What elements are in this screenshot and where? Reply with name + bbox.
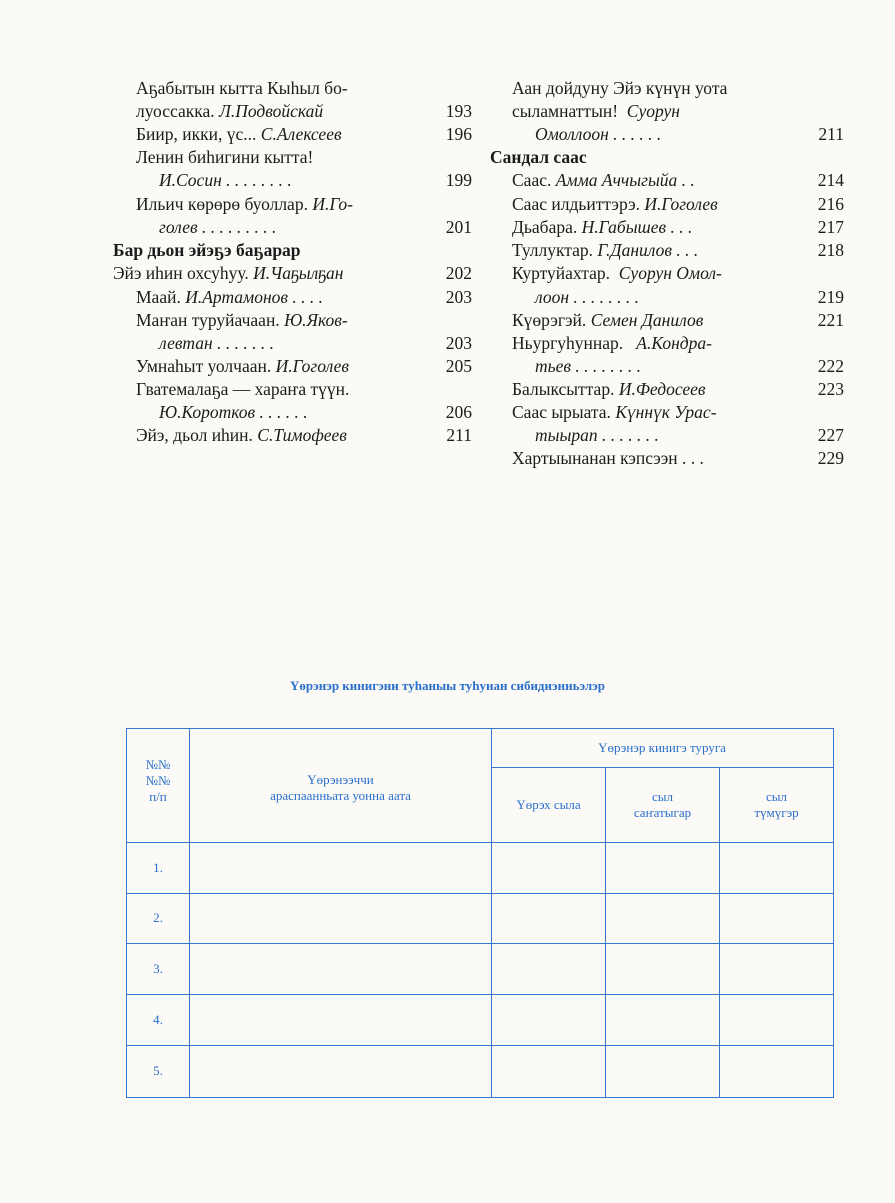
toc-page-number: 214: [817, 170, 844, 190]
toc-page-number: 206: [445, 402, 472, 422]
table-divider: [126, 893, 833, 894]
toc-entry: И.Сосин . . . . . . . .: [159, 170, 292, 190]
toc-entry: Балыксыттар. И.Федосеев: [512, 379, 706, 399]
table-divider: [126, 1045, 833, 1046]
table-divider: [126, 943, 833, 944]
toc-entry: Туллуктар. Г.Данилов . . .: [512, 240, 699, 260]
header-study-year: Үөрэх сыла: [516, 797, 581, 812]
toc-entry: Ньургуһуннар. А.Кондра-: [512, 333, 712, 353]
toc-entry: луоссакка. Л.Подвойскай: [136, 101, 324, 121]
toc-page-number: 221: [817, 310, 844, 330]
toc-entry: Ю.Коротков . . . . . .: [159, 402, 308, 422]
toc-entry: Омоллоон . . . . . .: [535, 124, 662, 144]
table-divider: [719, 767, 720, 1097]
toc-page-number: 193: [445, 101, 472, 121]
row-number: 2.: [153, 910, 163, 925]
toc-page-number: 218: [817, 240, 844, 260]
toc-entry: Саас. Амма Аччыгыйа . .: [512, 170, 695, 190]
toc-entry: Ленин биһигини кытта!: [136, 147, 314, 167]
header-book-condition: Үөрэнэр кинигэ туруга: [598, 740, 726, 755]
header-student: Үөрэнээччи араспаанньата уонна аата: [270, 772, 411, 803]
row-number: 5.: [153, 1063, 163, 1078]
toc-page-number: 223: [817, 379, 844, 399]
toc-entry: Аан дойдуну Эйэ күнүн уота: [512, 78, 728, 98]
header-year-start: сыл саҥатыгар: [633, 789, 692, 820]
toc-entry: Ильич көрөрө буоллар. И.Го-: [136, 194, 353, 214]
toc-entry: Дьабара. Н.Габышев . . .: [512, 217, 693, 237]
toc-entry: Эйэ иһин охсуһуу. И.Чаҕылҕан: [113, 263, 344, 283]
toc-entry: Эйэ, дьол иһин. С.Тимофеев: [136, 425, 347, 445]
toc-entry: сыламнаттын! Суорун: [512, 101, 680, 121]
toc-entry: Маҥан туруйачаан. Ю.Яков-: [136, 310, 348, 330]
toc-entry: тьев . . . . . . . .: [535, 356, 641, 376]
table-divider: [126, 994, 833, 995]
toc-page-number: 219: [817, 287, 844, 307]
toc-entry: левтан . . . . . . .: [159, 333, 274, 353]
table-divider: [189, 728, 190, 1097]
toc-entry: Куртуйахтар. Суорун Омол-: [512, 263, 722, 283]
toc-page-number: 211: [446, 425, 472, 445]
table-divider: [491, 728, 492, 1097]
table-divider: [491, 767, 833, 768]
row-number: 3.: [153, 961, 163, 976]
toc-page-number: 205: [445, 356, 472, 376]
toc-entry: голев . . . . . . . . .: [159, 217, 277, 237]
row-number: 1.: [153, 860, 163, 875]
toc-page-number: 222: [817, 356, 844, 376]
table-divider: [605, 767, 606, 1097]
toc-entry: Умнаһыт уолчаан. И.Гоголев: [136, 356, 349, 376]
toc-entry: Маай. И.Артамонов . . . .: [136, 287, 323, 307]
toc-entry: тыырап . . . . . . .: [535, 425, 659, 445]
toc-entry: Аҕабытын кытта Кыһыл бо-: [136, 78, 348, 98]
toc-entry: Гватемалаҕа — хараҥа түүн.: [136, 379, 350, 399]
toc-page-number: 203: [445, 333, 472, 353]
table-title: Үөрэнэр кинигэни туһаныы туһунан сибидиэнньэлэр: [289, 678, 605, 693]
toc-entry: лоон . . . . . . . .: [535, 287, 640, 307]
toc-entry: Хартыынанан кэпсээн . . .: [512, 448, 704, 468]
toc-page-number: 196: [445, 124, 472, 144]
header-year-end: сыл түмүгэр: [754, 789, 799, 820]
toc-page-number: 216: [817, 194, 844, 214]
toc-entry: Биир, икки, үс... С.Алексеев: [136, 124, 342, 144]
header-number: №№ №№ п/п: [145, 757, 171, 804]
toc-entry: Саас ырыата. Күннүк Урас-: [512, 402, 717, 422]
row-number: 4.: [153, 1012, 163, 1027]
toc-entry: Күөрэгэй. Семен Данилов: [512, 310, 704, 330]
toc-page-number: 211: [818, 124, 844, 144]
toc-page-number: 227: [817, 425, 844, 445]
toc-section-heading: Бар дьон эйэҕэ баҕарар: [113, 240, 301, 260]
toc-page-number: 203: [445, 287, 472, 307]
toc-page-number: 217: [817, 217, 844, 237]
table-divider: [126, 842, 833, 843]
toc-page-number: 201: [445, 217, 472, 237]
toc-page-number: 202: [445, 263, 472, 283]
toc-page-number: 199: [445, 170, 472, 190]
toc-entry: Саас илдьиттэрэ. И.Гоголев: [512, 194, 718, 214]
toc-section-heading: Сандал саас: [490, 147, 587, 167]
toc-page-number: 229: [817, 448, 844, 468]
